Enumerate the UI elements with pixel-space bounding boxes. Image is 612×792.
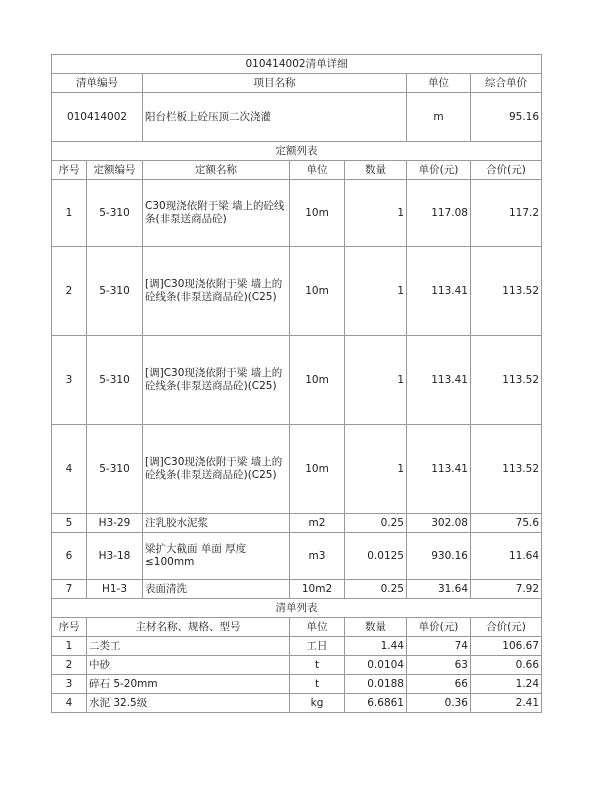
row-unit: 10m xyxy=(290,336,345,425)
header-unit: 单位 xyxy=(407,74,471,93)
table-row xyxy=(52,675,542,694)
row-unit: 10m xyxy=(290,425,345,514)
header-unit: 单位 xyxy=(290,161,345,180)
row-unit-price: 31.64 xyxy=(407,580,471,599)
row-quota-name: 梁扩大截面 单面 厚度≤100mm xyxy=(143,533,290,580)
row-unit-price: 113.41 xyxy=(407,247,471,336)
header-composite-price: 综合单价 xyxy=(471,74,542,93)
bill-price: 95.16 xyxy=(471,93,542,142)
row-unit-price: 117.08 xyxy=(407,180,471,247)
row-no: 2 xyxy=(52,656,87,675)
row-qty: 1.44 xyxy=(345,637,407,656)
header-quota-name: 定额名称 xyxy=(143,161,290,180)
row-quota-code: H1-3 xyxy=(87,580,143,599)
row-quota-code: 5-310 xyxy=(87,180,143,247)
table-row xyxy=(52,637,542,656)
row-qty: 6.6861 xyxy=(345,694,407,713)
row-unit: kg xyxy=(290,694,345,713)
row-total: 117.2 xyxy=(471,180,542,247)
row-material-name: 二类工 xyxy=(87,637,290,656)
row-unit-price: 930.16 xyxy=(407,533,471,580)
row-qty: 1 xyxy=(345,180,407,247)
row-quota-code: 5-310 xyxy=(87,425,143,514)
row-no: 6 xyxy=(52,533,87,580)
table-row xyxy=(52,580,542,599)
row-unit-price: 74 xyxy=(407,637,471,656)
row-no: 4 xyxy=(52,694,87,713)
bill-detail-table xyxy=(51,54,542,713)
row-no: 5 xyxy=(52,514,87,533)
row-material-name: 中砂 xyxy=(87,656,290,675)
row-unit-price: 113.41 xyxy=(407,336,471,425)
row-unit: 10m2 xyxy=(290,580,345,599)
row-no: 3 xyxy=(52,336,87,425)
table-row xyxy=(52,180,542,247)
row-unit-price: 0.36 xyxy=(407,694,471,713)
row-total: 113.52 xyxy=(471,336,542,425)
bill-name: 阳台栏板上砼压顶二次浇灌 xyxy=(143,93,407,142)
row-total: 113.52 xyxy=(471,425,542,514)
row-quota-code: H3-29 xyxy=(87,514,143,533)
table-row xyxy=(52,247,542,336)
row-unit-price: 63 xyxy=(407,656,471,675)
header-item-name: 项目名称 xyxy=(143,74,407,93)
table-title: 010414002清单详细 xyxy=(52,55,542,74)
row-unit-price: 113.41 xyxy=(407,425,471,514)
row-total: 75.6 xyxy=(471,514,542,533)
bill-code: 010414002 xyxy=(52,93,143,142)
row-no: 1 xyxy=(52,180,87,247)
row-quota-code: 5-310 xyxy=(87,247,143,336)
row-qty: 0.0125 xyxy=(345,533,407,580)
row-no: 7 xyxy=(52,580,87,599)
row-material-name: 碎石 5-20mm xyxy=(87,675,290,694)
row-total: 106.67 xyxy=(471,637,542,656)
quota-section-title: 定额列表 xyxy=(52,142,542,161)
header-unit: 单位 xyxy=(290,618,345,637)
row-no: 3 xyxy=(52,675,87,694)
row-material-name: 水泥 32.5级 xyxy=(87,694,290,713)
header-qty: 数量 xyxy=(345,161,407,180)
table-row xyxy=(52,694,542,713)
header-material-name: 主材名称、规格、型号 xyxy=(87,618,290,637)
row-no: 4 xyxy=(52,425,87,514)
row-quota-name: C30现浇依附于梁 墙上的砼线条(非泵送商品砼) xyxy=(143,180,290,247)
header-unit-price: 单价(元) xyxy=(407,618,471,637)
header-no: 序号 xyxy=(52,161,87,180)
row-unit-price: 66 xyxy=(407,675,471,694)
header-total: 合价(元) xyxy=(471,618,542,637)
row-unit: 10m xyxy=(290,180,345,247)
table-row xyxy=(52,533,542,580)
row-unit: 工日 xyxy=(290,637,345,656)
row-qty: 0.0104 xyxy=(345,656,407,675)
row-quota-code: H3-18 xyxy=(87,533,143,580)
row-quota-name: 注乳胶水泥浆 xyxy=(143,514,290,533)
row-qty: 1 xyxy=(345,425,407,514)
row-unit: t xyxy=(290,656,345,675)
header-unit-price: 单价(元) xyxy=(407,161,471,180)
row-qty: 0.25 xyxy=(345,514,407,533)
table-row xyxy=(52,656,542,675)
row-no: 1 xyxy=(52,637,87,656)
row-quota-name: [调]C30现浇依附于梁 墙上的砼线条(非泵送商品砼)(C25) xyxy=(143,247,290,336)
row-total: 2.41 xyxy=(471,694,542,713)
row-unit-price: 302.08 xyxy=(407,514,471,533)
materials-section-title: 清单列表 xyxy=(52,599,542,618)
row-qty: 0.25 xyxy=(345,580,407,599)
row-total: 1.24 xyxy=(471,675,542,694)
header-qty: 数量 xyxy=(345,618,407,637)
table-row xyxy=(52,425,542,514)
row-total: 7.92 xyxy=(471,580,542,599)
row-unit: m2 xyxy=(290,514,345,533)
row-unit: t xyxy=(290,675,345,694)
row-quota-code: 5-310 xyxy=(87,336,143,425)
row-total: 113.52 xyxy=(471,247,542,336)
header-bill-code: 清单编号 xyxy=(52,74,143,93)
row-qty: 1 xyxy=(345,336,407,425)
bill-unit: m xyxy=(407,93,471,142)
table-row xyxy=(52,514,542,533)
row-qty: 0.0188 xyxy=(345,675,407,694)
row-unit: m3 xyxy=(290,533,345,580)
header-no: 序号 xyxy=(52,618,87,637)
header-quota-code: 定额编号 xyxy=(87,161,143,180)
row-total: 11.64 xyxy=(471,533,542,580)
row-unit: 10m xyxy=(290,247,345,336)
table-row xyxy=(52,336,542,425)
row-quota-name: 表面清洗 xyxy=(143,580,290,599)
row-quota-name: [调]C30现浇依附于梁 墙上的砼线条(非泵送商品砼)(C25) xyxy=(143,336,290,425)
header-total: 合价(元) xyxy=(471,161,542,180)
row-no: 2 xyxy=(52,247,87,336)
row-qty: 1 xyxy=(345,247,407,336)
row-quota-name: [调]C30现浇依附于梁 墙上的砼线条(非泵送商品砼)(C25) xyxy=(143,425,290,514)
row-total: 0.66 xyxy=(471,656,542,675)
